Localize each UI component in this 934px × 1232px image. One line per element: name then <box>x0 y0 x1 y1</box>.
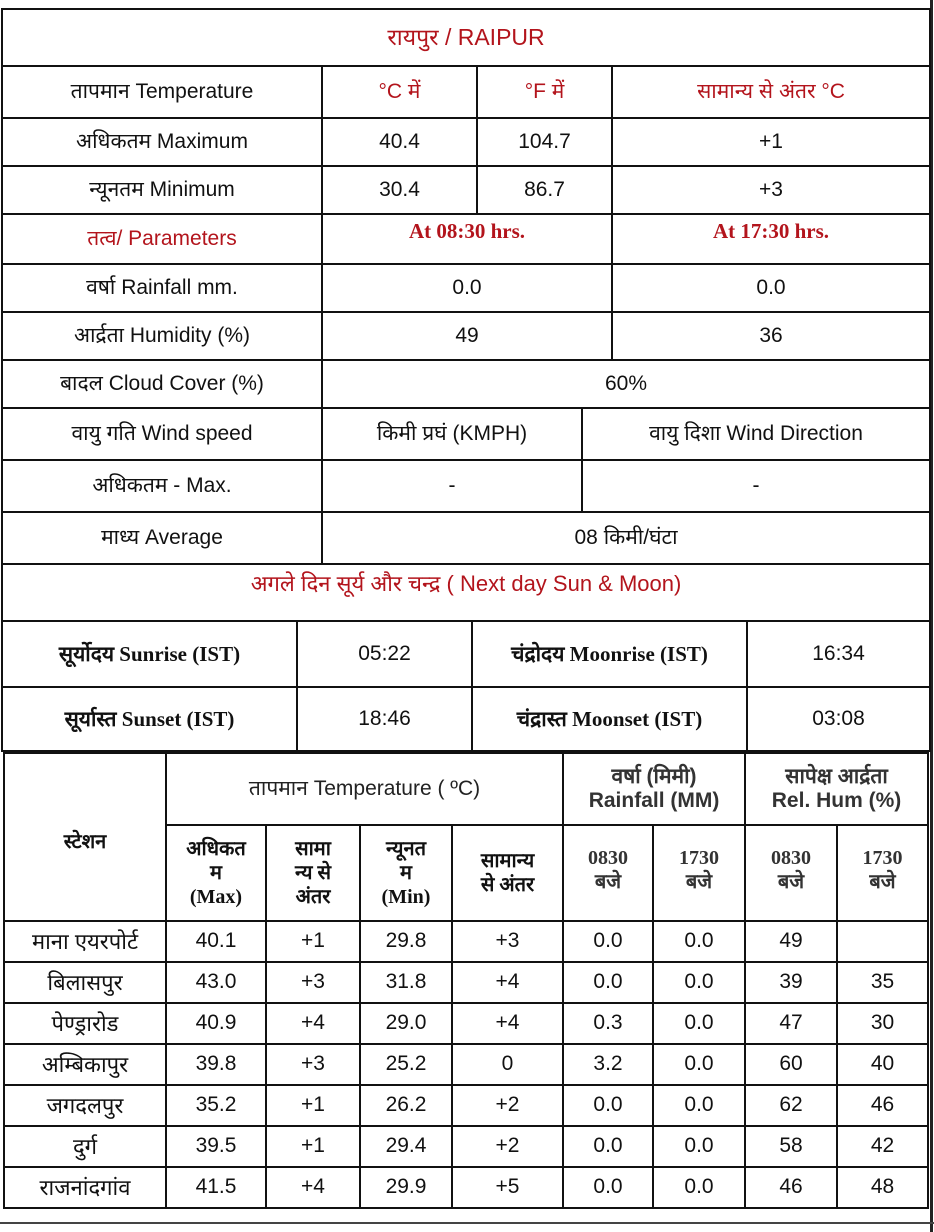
wind-average-label: माध्य Average <box>2 512 322 564</box>
station-min: 29.8 <box>360 921 452 962</box>
station-min: 26.2 <box>360 1085 452 1126</box>
min-fahrenheit: 86.7 <box>477 166 612 214</box>
sunset-label: सूर्यास्त Sunset (IST) <box>2 687 297 751</box>
sunset-row <box>2 687 930 751</box>
wind-max-speed: - <box>322 460 582 512</box>
station-humidity-header <box>745 753 928 825</box>
station-rh-1730: 46 <box>837 1085 928 1126</box>
station-rain-0830: 0.0 <box>563 921 653 962</box>
station-row <box>4 962 928 1003</box>
station-name: दुर्ग <box>4 1126 166 1167</box>
station-name: राजनांदगांव <box>4 1167 166 1208</box>
station-rh-1730 <box>837 921 928 962</box>
celsius-header: °C में <box>322 66 477 118</box>
station-min: 29.9 <box>360 1167 452 1208</box>
max-celsius: 40.4 <box>322 118 477 166</box>
wind-max-row <box>2 460 930 512</box>
station-rain-1730: 0.0 <box>653 962 745 1003</box>
station-min-departure: +3 <box>452 921 563 962</box>
station-row <box>4 1003 928 1044</box>
wind-header-row <box>2 408 930 460</box>
station-name: जगदलपुर <box>4 1085 166 1126</box>
temperature-header-row <box>2 66 930 118</box>
station-min-header <box>360 825 452 921</box>
wind-speed-header: किमी प्रघं (KMPH) <box>322 408 582 460</box>
station-max-departure: +3 <box>266 1044 360 1085</box>
parameters-label: तत्व/ Parameters <box>2 214 322 264</box>
station-rain-1730: 0.0 <box>653 1126 745 1167</box>
moonrise-label: चंद्रोदय Moonrise (IST) <box>472 621 747 687</box>
header-line: सामान्य <box>480 850 535 872</box>
station-max-header <box>166 825 266 921</box>
rainfall-evening: 0.0 <box>612 264 930 312</box>
station-max-departure-header <box>266 825 360 921</box>
min-celsius: 30.4 <box>322 166 477 214</box>
sun-moon-title: अगले दिन सूर्य और चन्द्र ( Next day Sun & Moon) <box>2 564 930 621</box>
header-line: अंतर <box>295 886 331 908</box>
max-fahrenheit: 104.7 <box>477 118 612 166</box>
humidity-row <box>2 312 930 360</box>
temperature-max-row <box>2 118 930 166</box>
humidity-0830-header <box>745 825 837 921</box>
header-line: बजे <box>685 871 713 893</box>
station-rh-0830: 47 <box>745 1003 837 1044</box>
header-line: 1730 <box>679 847 720 869</box>
station-max-departure: +1 <box>266 1085 360 1126</box>
station-min-departure: +4 <box>452 962 563 1003</box>
temperature-min-row <box>2 166 930 214</box>
station-rh-0830: 62 <box>745 1085 837 1126</box>
cloud-value: 60% <box>322 360 930 408</box>
station-min: 29.4 <box>360 1126 452 1167</box>
rainfall-header-english: Rainfall (MM) <box>588 789 720 812</box>
header-line: 0830 <box>588 847 629 869</box>
sun-moon-title-row <box>2 564 930 621</box>
station-max-departure: +1 <box>266 1126 360 1167</box>
station-name: अम्बिकापुर <box>4 1044 166 1085</box>
station-rain-1730: 0.0 <box>653 1167 745 1208</box>
station-rain-1730: 0.0 <box>653 921 745 962</box>
station-max: 41.5 <box>166 1167 266 1208</box>
station-min-departure: 0 <box>452 1044 563 1085</box>
min-departure: +3 <box>612 166 930 214</box>
station-min: 25.2 <box>360 1044 452 1085</box>
station-max: 39.5 <box>166 1126 266 1167</box>
departure-header: सामान्य से अंतर °C <box>612 66 930 118</box>
station-rain-1730: 0.0 <box>653 1044 745 1085</box>
header-line: म <box>400 862 412 884</box>
station-rainfall-header <box>563 753 745 825</box>
station-header: स्टेशन <box>4 753 166 921</box>
header-line: (Max) <box>189 886 243 908</box>
station-table <box>3 752 929 1209</box>
evening-header: At 17:30 hrs. <box>612 214 930 264</box>
fahrenheit-header: °F में <box>477 66 612 118</box>
humidity-label: आर्द्रता Humidity (%) <box>2 312 322 360</box>
station-name: पेण्ड्रारोड <box>4 1003 166 1044</box>
header-line: 0830 <box>771 847 812 869</box>
station-min-departure: +4 <box>452 1003 563 1044</box>
station-max: 40.1 <box>166 921 266 962</box>
sunrise-label: सूर्योदय Sunrise (IST) <box>2 621 297 687</box>
raipur-summary-table <box>1 8 931 622</box>
moonset-label: चंद्रास्त Moonset (IST) <box>472 687 747 751</box>
moonrise-value: 16:34 <box>747 621 930 687</box>
station-max-departure: +3 <box>266 962 360 1003</box>
station-rh-0830: 60 <box>745 1044 837 1085</box>
cloud-row <box>2 360 930 408</box>
humidity-morning: 49 <box>322 312 612 360</box>
cloud-label: बादल Cloud Cover (%) <box>2 360 322 408</box>
sunrise-value: 05:22 <box>297 621 472 687</box>
station-rain-1730: 0.0 <box>653 1003 745 1044</box>
max-label: अधिकतम Maximum <box>2 118 322 166</box>
wind-direction-header: वायु दिशा Wind Direction <box>582 408 930 460</box>
title-row <box>2 9 930 66</box>
station-min: 29.0 <box>360 1003 452 1044</box>
humidity-header-english: Rel. Hum (%) <box>771 789 902 812</box>
station-header-row-1 <box>4 753 928 825</box>
header-line: सामा <box>295 838 331 860</box>
humidity-evening: 36 <box>612 312 930 360</box>
station-rh-0830: 46 <box>745 1167 837 1208</box>
station-name: माना एयरपोर्ट <box>4 921 166 962</box>
header-line: न्य से <box>294 862 332 884</box>
humidity-1730-header <box>837 825 928 921</box>
station-row <box>4 1167 928 1208</box>
rainfall-row <box>2 264 930 312</box>
rainfall-morning: 0.0 <box>322 264 612 312</box>
station-min-departure: +5 <box>452 1167 563 1208</box>
station-min-departure: +2 <box>452 1085 563 1126</box>
station-rh-0830: 58 <box>745 1126 837 1167</box>
station-max: 40.9 <box>166 1003 266 1044</box>
station-rain-0830: 3.2 <box>563 1044 653 1085</box>
station-rh-1730: 40 <box>837 1044 928 1085</box>
station-rain-0830: 0.0 <box>563 1085 653 1126</box>
station-row <box>4 1085 928 1126</box>
rainfall-0830-header <box>563 825 653 921</box>
wind-label: वायु गति Wind speed <box>2 408 322 460</box>
wind-max-direction: - <box>582 460 930 512</box>
wind-max-label: अधिकतम - Max. <box>2 460 322 512</box>
header-line: अधिकत <box>186 838 246 860</box>
station-rh-1730: 48 <box>837 1167 928 1208</box>
moonset-value: 03:08 <box>747 687 930 751</box>
station-rows <box>4 921 928 1208</box>
station-rain-0830: 0.0 <box>563 1126 653 1167</box>
station-max-departure: +4 <box>266 1167 360 1208</box>
header-line: बजे <box>594 871 622 893</box>
station-temperature-header: तापमान Temperature ( ºC) <box>166 753 563 825</box>
station-min: 31.8 <box>360 962 452 1003</box>
station-rain-1730: 0.0 <box>653 1085 745 1126</box>
station-rh-1730: 42 <box>837 1126 928 1167</box>
station-title: रायपुर / RAIPUR <box>2 9 930 66</box>
wind-average-row <box>2 512 930 564</box>
page-bottom-rule <box>0 1222 934 1224</box>
temperature-label: तापमान Temperature <box>2 66 322 118</box>
rainfall-1730-header <box>653 825 745 921</box>
morning-header: At 08:30 hrs. <box>322 214 612 264</box>
sunrise-row <box>2 621 930 687</box>
sunset-value: 18:46 <box>297 687 472 751</box>
station-rain-0830: 0.0 <box>563 1167 653 1208</box>
header-line: बजे <box>869 871 896 893</box>
header-line: से अंतर <box>480 874 535 896</box>
station-row <box>4 1044 928 1085</box>
parameters-header-row <box>2 214 930 264</box>
station-max-departure: +1 <box>266 921 360 962</box>
humidity-header-hindi: सापेक्ष आर्द्रता <box>785 764 888 788</box>
station-max: 35.2 <box>166 1085 266 1126</box>
header-line: बजे <box>777 871 805 893</box>
rainfall-label: वर्षा Rainfall mm. <box>2 264 322 312</box>
station-rh-1730: 30 <box>837 1003 928 1044</box>
station-row <box>4 1126 928 1167</box>
station-min-departure-header <box>452 825 563 921</box>
station-rh-0830: 49 <box>745 921 837 962</box>
station-rain-0830: 0.3 <box>563 1003 653 1044</box>
sun-moon-table <box>1 620 931 752</box>
station-max: 39.8 <box>166 1044 266 1085</box>
header-line: म <box>210 862 222 884</box>
station-rain-0830: 0.0 <box>563 962 653 1003</box>
wind-average-value: 08 किमी/घंटा <box>322 512 930 564</box>
rainfall-header-hindi: वर्षा (मिमी) <box>611 764 697 788</box>
station-name: बिलासपुर <box>4 962 166 1003</box>
station-min-departure: +2 <box>452 1126 563 1167</box>
header-line: न्यूनत <box>386 838 426 860</box>
station-row <box>4 921 928 962</box>
header-line: 1730 <box>862 847 903 869</box>
station-rh-0830: 39 <box>745 962 837 1003</box>
station-max-departure: +4 <box>266 1003 360 1044</box>
station-max: 43.0 <box>166 962 266 1003</box>
max-departure: +1 <box>612 118 930 166</box>
min-label: न्यूनतम Minimum <box>2 166 322 214</box>
header-line: (Min) <box>381 886 431 908</box>
station-rh-1730: 35 <box>837 962 928 1003</box>
